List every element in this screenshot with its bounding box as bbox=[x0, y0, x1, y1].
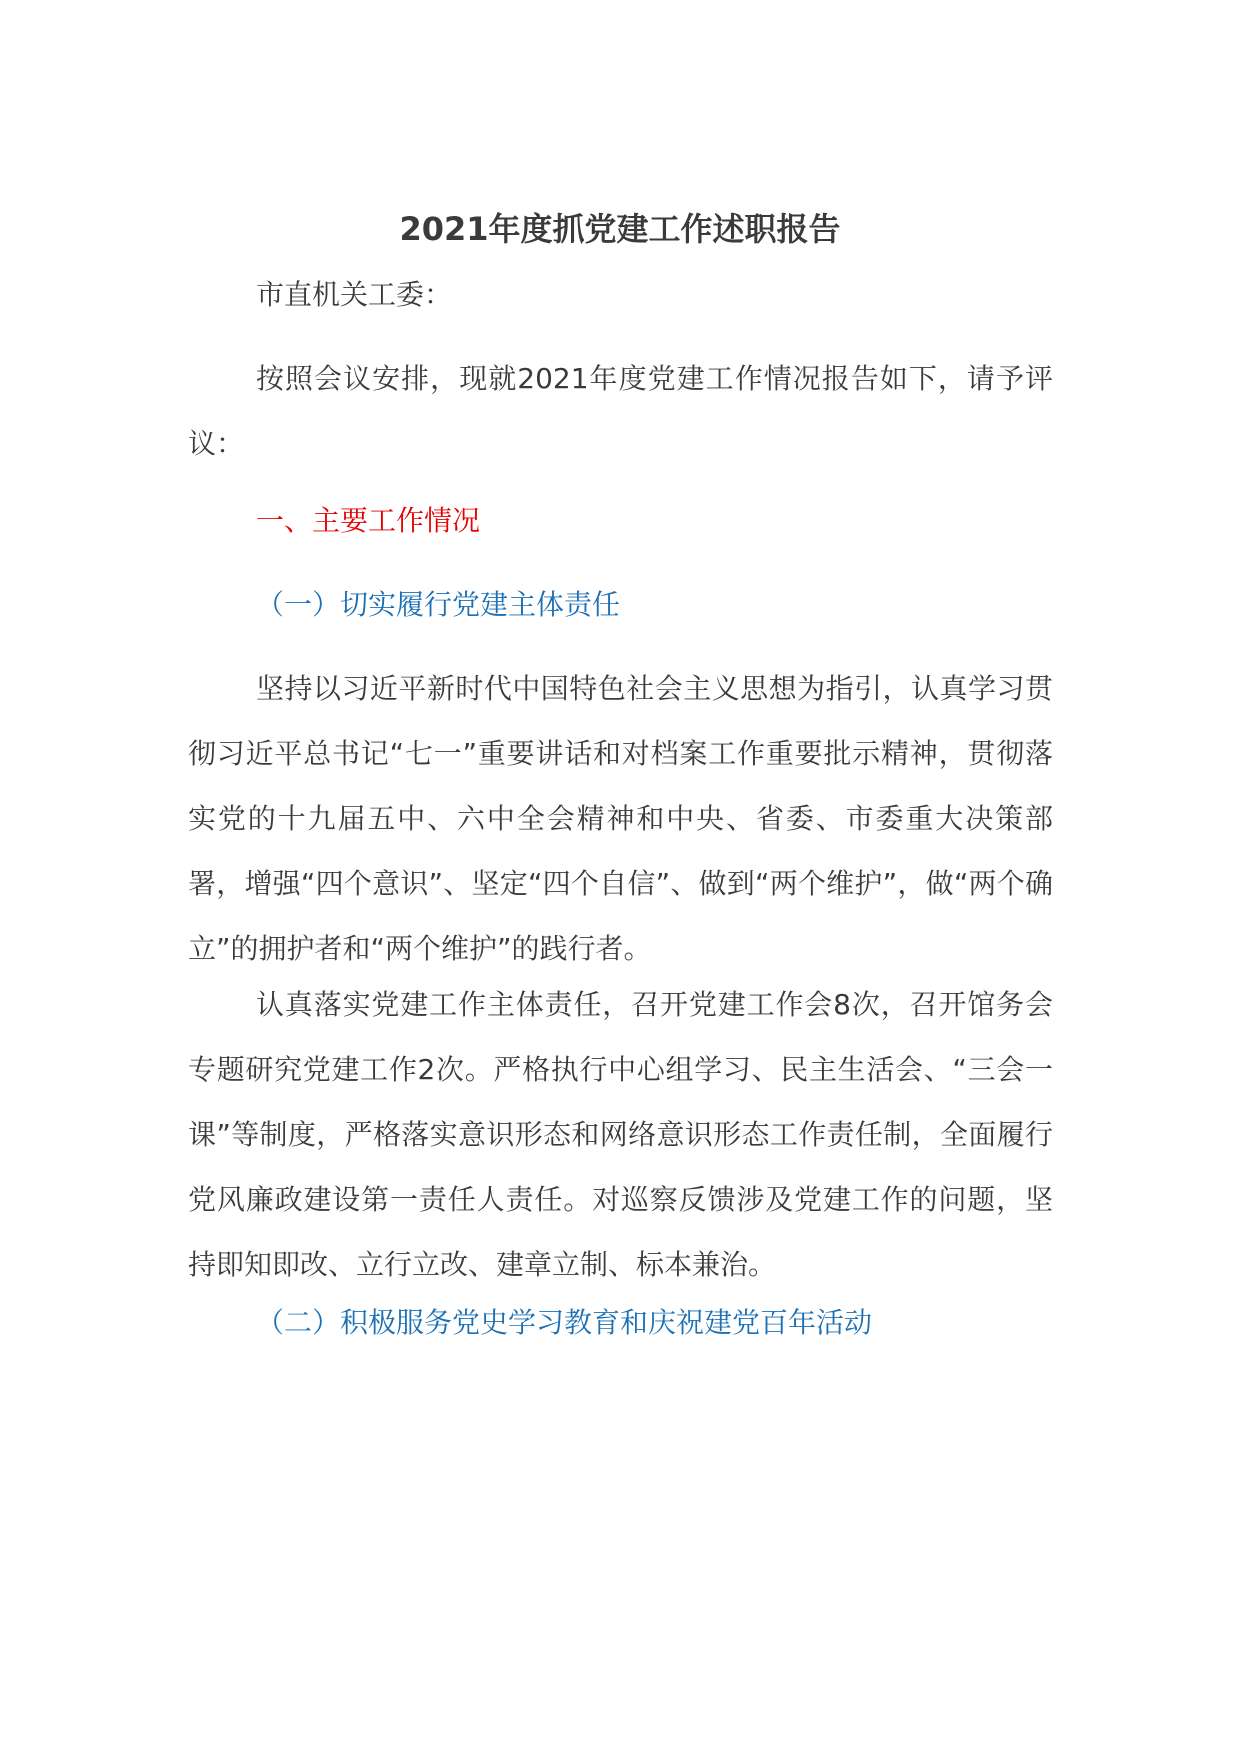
section-1-heading: 一、主要工作情况 bbox=[256, 504, 481, 537]
body-paragraph-1: 坚持以习近平新时代中国特色社会主义思想为指引，认真学习贯彻习近平总书记“七一”重要讲话和对档案工作重要批示精神，贯彻落实党的十九届五中、六中全会精神和中央、省委、市委重大决策部署，增强“四个意识”、坚定“四个自信”、做到“两个维护”，做“两个确立”的拥护者和“两个维护”的践行者。 bbox=[188, 672, 1053, 965]
body-paragraph-2: 认真落实党建工作主体责任，召开党建工作会8次，召开馆务会专题研究党建工作2次。严格执行中心组学习、民主生活会、“三会一课”等制度，严格落实意识形态和网络意识形态工作责任制，全面履行党风廉政建设第一责任人责任。对巡察反馈涉及党建工作的问题，坚持即知即改、立行立改、建章立制、标本兼治。 bbox=[188, 988, 1053, 1281]
salutation: 市直机关工委： bbox=[256, 278, 453, 311]
subsection-1-heading: （一）切实履行党建主体责任 bbox=[256, 588, 621, 621]
document-title: 2021年度抓党建工作述职报告 bbox=[399, 210, 841, 248]
subsection-2-heading: （二）积极服务党史学习教育和庆祝建党百年活动 bbox=[256, 1306, 873, 1339]
intro-paragraph: 按照会议安排，现就2021年度党建工作情况报告如下，请予评议： bbox=[188, 362, 1053, 460]
